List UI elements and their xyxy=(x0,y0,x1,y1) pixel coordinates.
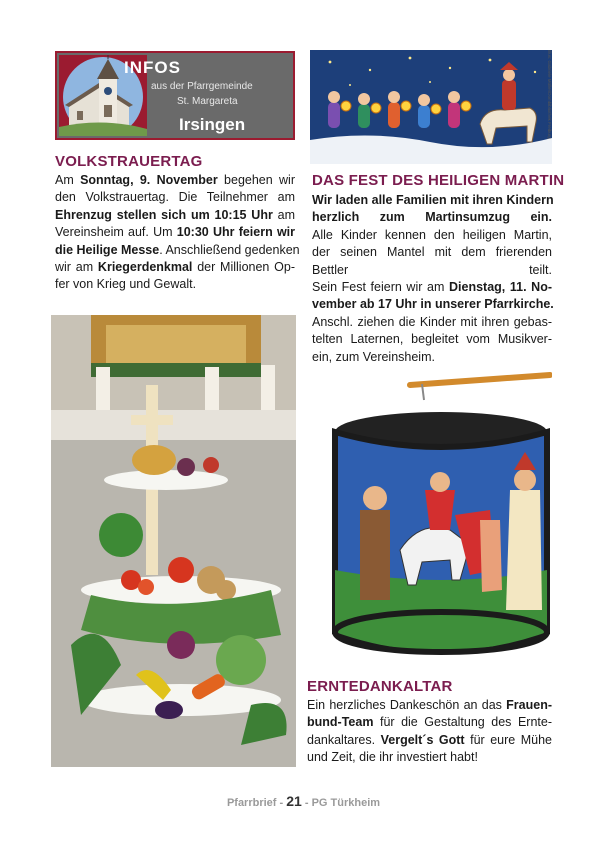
text-line: fer von Krieg und Gewalt. xyxy=(55,277,197,292)
text-line: der seinen Mantel mit dem frierenden xyxy=(312,245,552,260)
text-line: Vereinsheim auf. Um 10:30 Uhr feiern wir xyxy=(55,225,296,240)
text-line: den Volkstrauertag. Die Teilnehmer am xyxy=(55,190,295,205)
text-line: wir am Kriegerdenkmal der Millionen Op- xyxy=(55,260,296,275)
text-line: herzlich zum Martinsumzug ein. xyxy=(312,210,552,225)
text-line: Ehrenzug stellen sich um 10:15 Uhr am xyxy=(55,207,295,222)
text-line: Wir laden alle Familien mit ihren Kindern xyxy=(312,193,554,207)
volkstrauertag-text xyxy=(55,172,300,294)
text-line: die Heilige Messe. Anschließend gedenken xyxy=(55,242,300,257)
page-number: 21 xyxy=(286,793,302,809)
martin-heading: DAS FEST DES HEILIGEN MARTIN xyxy=(312,172,565,189)
infos-title: INFOS xyxy=(124,58,181,77)
martin-text xyxy=(312,192,552,366)
text-line: Anschl. ziehen die Kinder mit ihren gebas- xyxy=(312,314,552,329)
text-line: und Zeit, die ihr investiert habt! xyxy=(307,750,478,765)
text-line: Sein Fest feiern wir am Dienstag, 11. No- xyxy=(312,280,552,295)
text-line: Alle Kinder kennen den heiligen Martin, xyxy=(312,227,552,242)
infos-subtitle: aus der Pfarrgemeinde xyxy=(151,81,253,92)
text-line: vember ab 17 Uhr in unserer Pfarrkirche. xyxy=(312,297,554,312)
text-line: Ein herzliches Dankeschön an das Frauen- xyxy=(307,698,552,712)
text-line: telten Laternen, begleitet vom Musikver- xyxy=(312,332,552,347)
illustration-credit: Illus: Gabriele Müller/Dombibliothek Freiburg xyxy=(547,50,552,139)
text-line: Bettler teilt. xyxy=(312,262,552,277)
erntedank-heading: ERNTEDANKALTAR xyxy=(307,678,453,695)
text-line: ein, zum Vereinsheim. xyxy=(312,349,435,364)
erntedank-text xyxy=(307,697,552,767)
volkstrauertag-heading: VOLKSTRAUERTAG xyxy=(55,153,203,170)
text-line: dankaltares. Vergelt´s Gott für eure Mühe xyxy=(307,732,552,747)
text-line: Am Sonntag, 9. November begehen wir xyxy=(55,173,295,187)
footer-left: Pfarrbrief - xyxy=(226,797,287,809)
harvest-altar-photo xyxy=(51,315,296,767)
martin-lantern-image xyxy=(330,370,552,670)
infos-place: Irsingen xyxy=(179,115,246,134)
infos-parish-name: St. Margareta xyxy=(177,96,238,107)
text-line: bund-Team für die Gestaltung des Ernte- xyxy=(307,715,552,730)
page-footer xyxy=(0,793,607,809)
martin-procession-illustration xyxy=(310,50,552,164)
footer-right: - PG Türkheim xyxy=(301,797,381,809)
